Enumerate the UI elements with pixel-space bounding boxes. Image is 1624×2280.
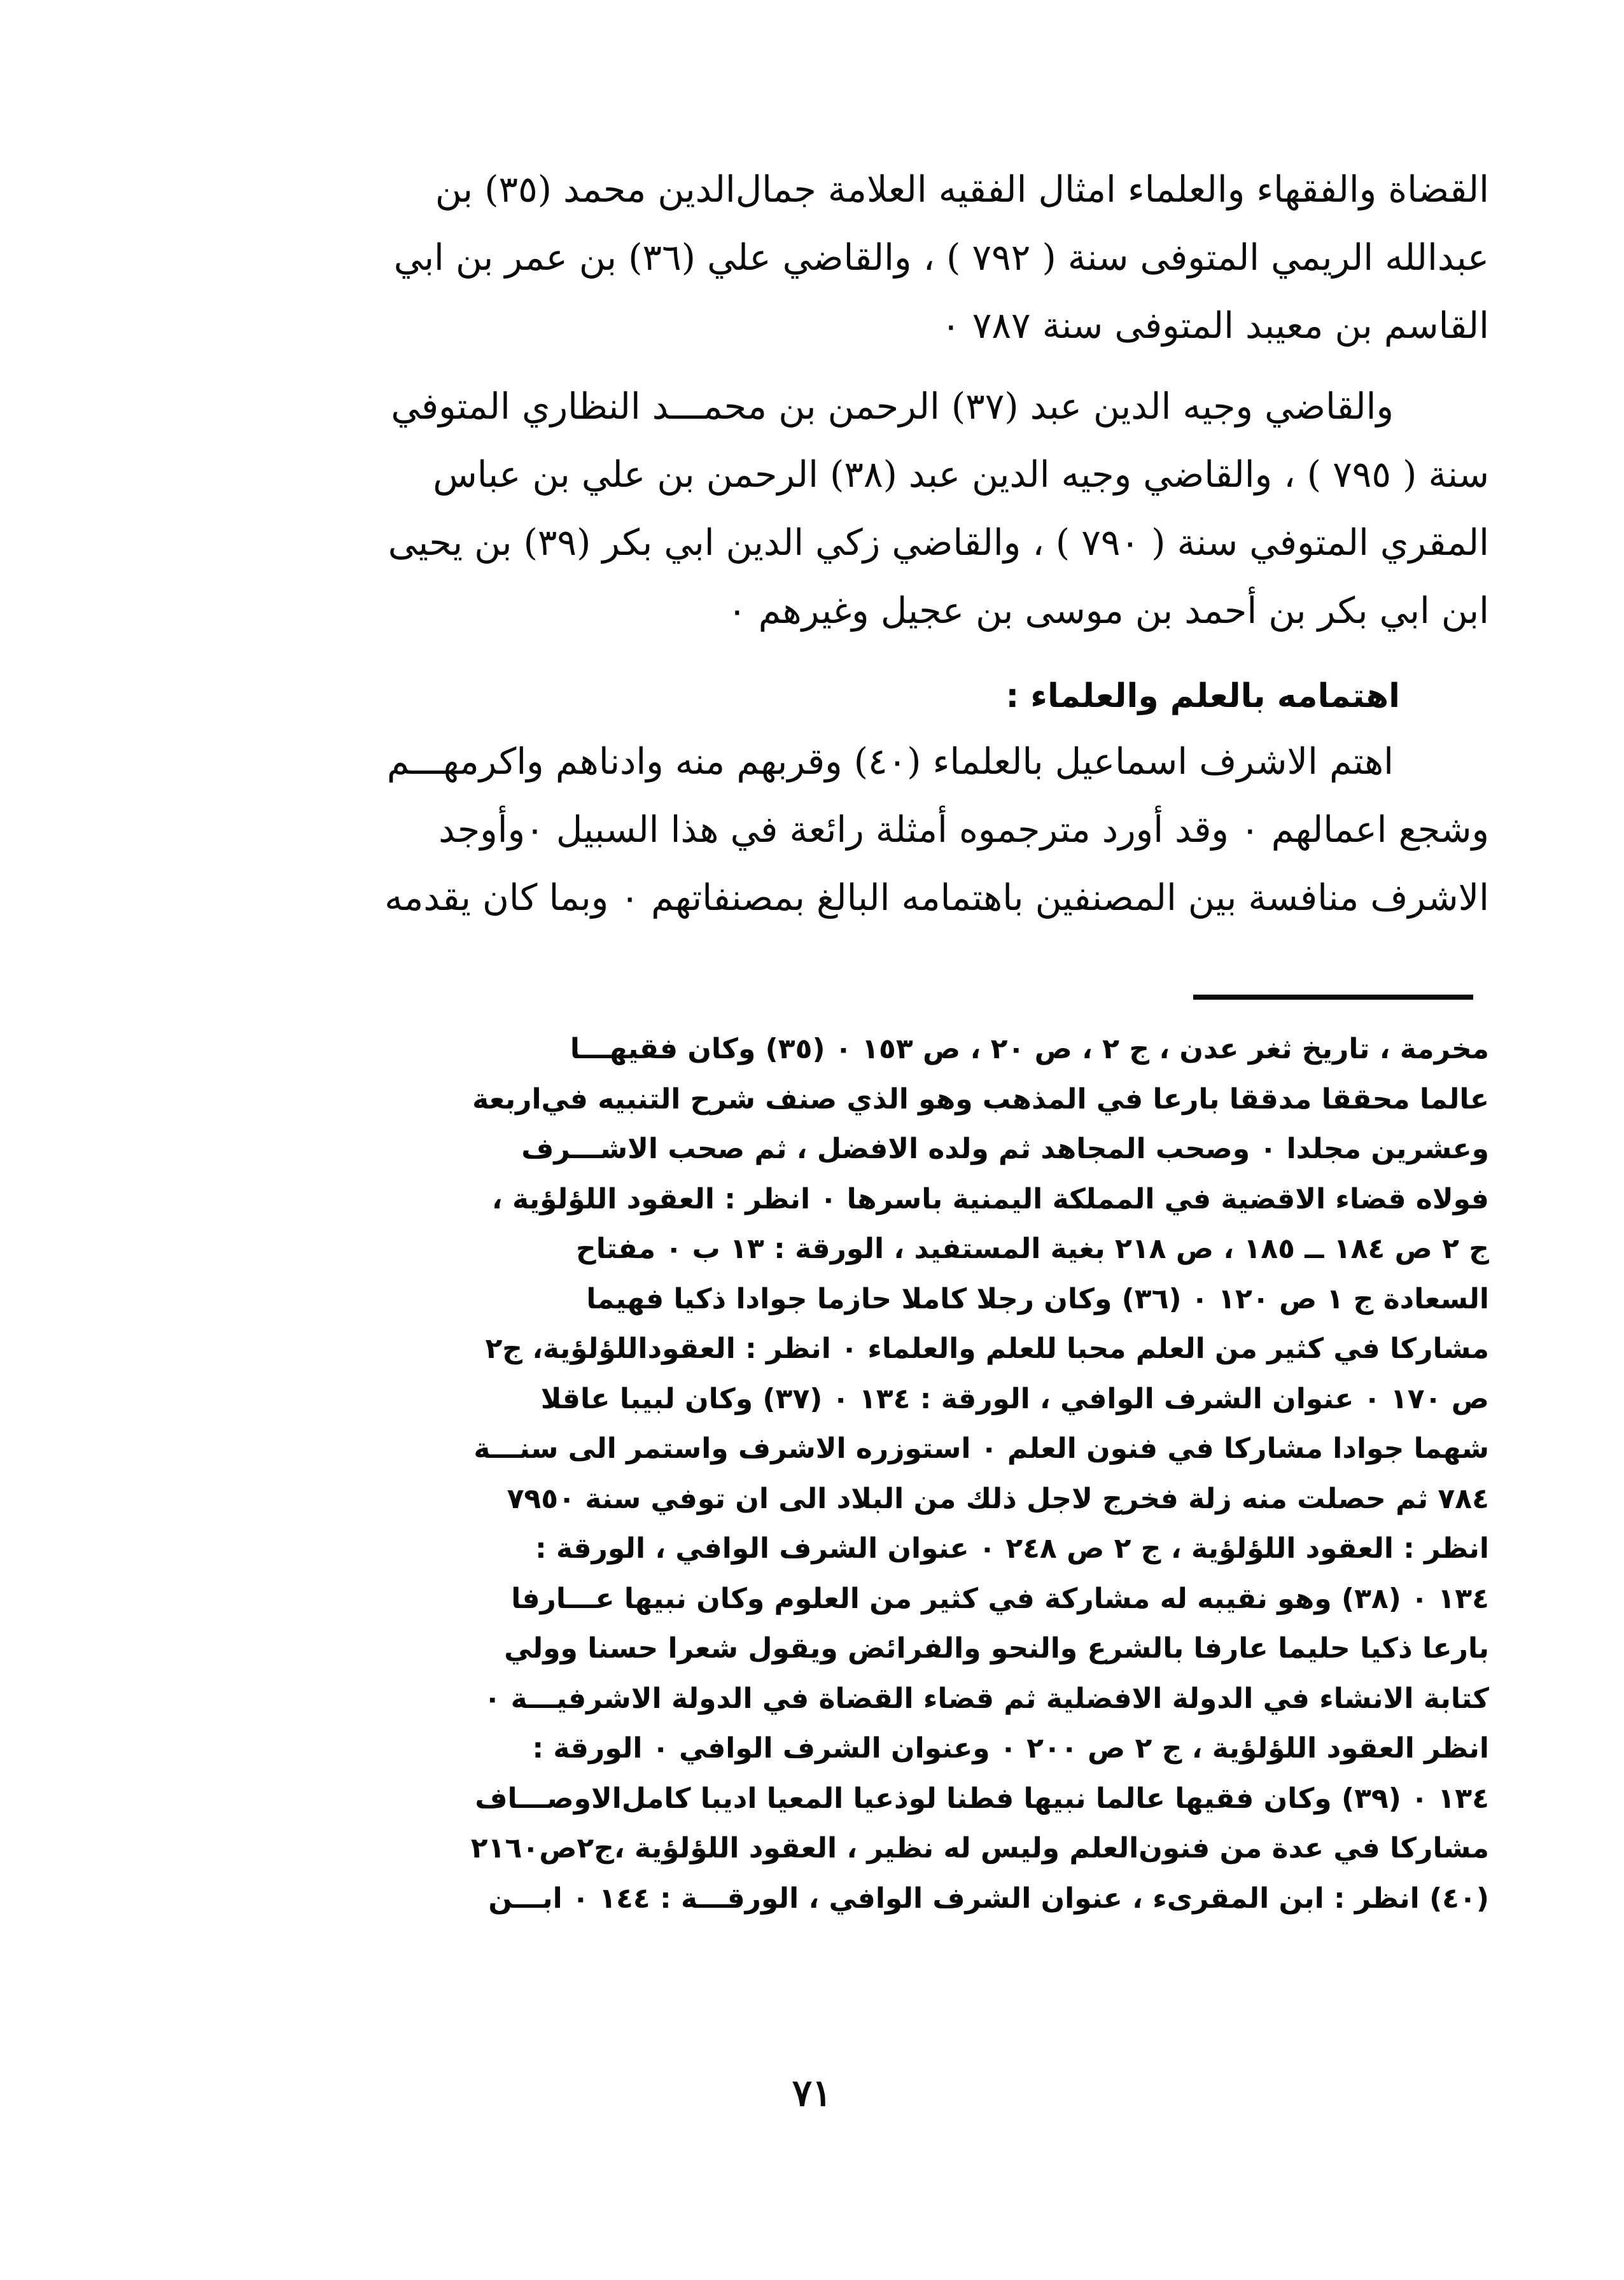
footnote-line: كتابة الانشاء في الدولة الافضلية ثم قضاء القضاة في الدولة الاشرفيـــة ٠ <box>484 1682 1489 1715</box>
paragraph-3 <box>318 728 1489 932</box>
section-heading: اهتمامه بالعلم والعلماء : <box>1005 677 1400 715</box>
paragraph-1 <box>318 156 1489 360</box>
footnote-line: مخرمة ، تاريخ ثغر عدن ، ج ٢ ، ص ٢٠ ، ص ١٥٣ ٠ (٣٥) وكان فقيهـــا <box>570 1033 1489 1065</box>
text-line: وشجع اعمالهم ٠ وقد أورد مترجموه أمثلة رائعة في هذا السبيل ٠وأوجد <box>438 809 1489 851</box>
footnote-line: ١٣٤ ٠ (٣٨) وهو نقيبه له مشاركة في كثير من العلوم وكان نبيها عـــارفا <box>511 1582 1489 1615</box>
footnote-line: (٤٠) انظر : ابن المقرىء ، عنوان الشرف الوافي ، الورقـــة : ١٤٤ ٠ ابـــن <box>488 1882 1489 1915</box>
paragraph-2 <box>318 373 1489 645</box>
page-number: ٧١ <box>792 2071 832 2115</box>
main-text <box>318 156 1489 932</box>
text-line: ابن ابي بكر بن أحمد بن موسى بن عجيل وغيرهم ٠ <box>727 590 1489 632</box>
text-line: والقاضي وجيه الدين عبد (٣٧) الرحمن بن محمـــد النظاري المتوفي <box>391 386 1394 428</box>
footnote-line: فولاه قضاء الاقضية في المملكة اليمنية باسرها ٠ انظر : العقود اللؤلؤية ، <box>491 1182 1489 1215</box>
text-line: سنة ( ٧٩٥ ) ، والقاضي وجيه الدين عبد (٣٨) الرحمن بن علي بن عباس <box>433 454 1489 496</box>
footnote-line: مشاركا في عدة من فنون‌العلم وليس له نظير ، العقود اللؤلؤية ،ج٢ص٢١٦٠ <box>470 1832 1489 1864</box>
footnote-line: ج ٢ ص ١٨٤ ــ ١٨٥ ، ص ٢١٨ بغية المستفيد ، الورقة : ١٣ ب ٠ مفتاح <box>575 1233 1489 1265</box>
footnote-line: انظر العقود اللؤلؤية ، ج ٢ ص ٢٠٠ ٠ وعنوان الشرف الوافي ٠ الورقة : <box>532 1732 1489 1765</box>
footnote-line: شهما جوادا مشاركا في فنون العلم ٠ استوزره الاشرف واستمر الى سنـــة <box>473 1432 1489 1465</box>
text-line: القاسم بن معيبد المتوفى سنة ٧٨٧ ٠ <box>941 305 1489 347</box>
footnote-line: بارعا ذكيا حليما عارفا بالشرع والنحو والفرائض ويقول شعرا حسنا وولي <box>504 1632 1489 1665</box>
text-line: القضاة والفقهاء والعلماء امثال الفقيه العلامة جمال‌الدين محمد (٣٥) بن <box>435 169 1489 211</box>
footnotes <box>321 1025 1489 1924</box>
footnote-line: عالما محققا مدققا بارعا في المذهب وهو الذي صنف شرح التنبيه في‌اربعة <box>472 1082 1489 1116</box>
footnote-line: مشاركا في كثير من العلم محبا للعلم والعلماء ٠ انظر : العقوداللؤلؤية، ج٢ <box>485 1332 1489 1365</box>
footnote-line: ٧٨٤ ثم حصلت منه زلة فخرج لاجل ذلك من البلاد الى ان توفي سنة ٧٩٥٠ <box>507 1482 1489 1515</box>
footnote-line: ص ١٧٠ ٠ عنوان الشرف الوافي ، الورقة : ١٣٤ ٠ (٣٧) وكان لبيبا عاقلا <box>540 1382 1489 1415</box>
footnote-line: وعشرين مجلدا ٠ وصحب المجاهد ثم ولده الافضل ، ثم صحب الاشـــرف <box>521 1133 1489 1165</box>
footnote-line: السعادة ج ١ ص ١٢٠ ٠ (٣٦) وكان رجلا كاملا حازما جوادا ذكيا فهيما <box>586 1282 1489 1315</box>
text-line: الاشرف منافسة بين المصنفين باهتمامه البالغ بمصنفاتهم ٠ وبما كان يقدمه <box>384 877 1489 919</box>
text-line: اهتم الاشرف اسماعيل بالعلماء (٤٠) وقربهم منه وادناهم واكرمهـــم <box>386 741 1394 783</box>
footnote-line: انظر : العقود اللؤلؤية ، ج ٢ ص ٢٤٨ ٠ عنوان الشرف الوافي ، الورقة : <box>535 1532 1489 1565</box>
text-line: عبدالله الريمي المتوفى سنة ( ٧٩٢ ) ، والقاضي علي (٣٦) بن عمر بن ابي <box>393 237 1489 279</box>
text-line: المقري المتوفي سنة ( ٧٩٠ ) ، والقاضي زكي الدين ابي بكر (٣٩) بن يحيى <box>388 522 1489 564</box>
footnote-line: ١٣٤ ٠ (٣٩) وكان فقيها عالما نبيها فطنا لوذعيا المعيا اديبا كامل‌الاوصـــاف <box>475 1782 1489 1815</box>
footnote-separator <box>1193 995 1473 1000</box>
